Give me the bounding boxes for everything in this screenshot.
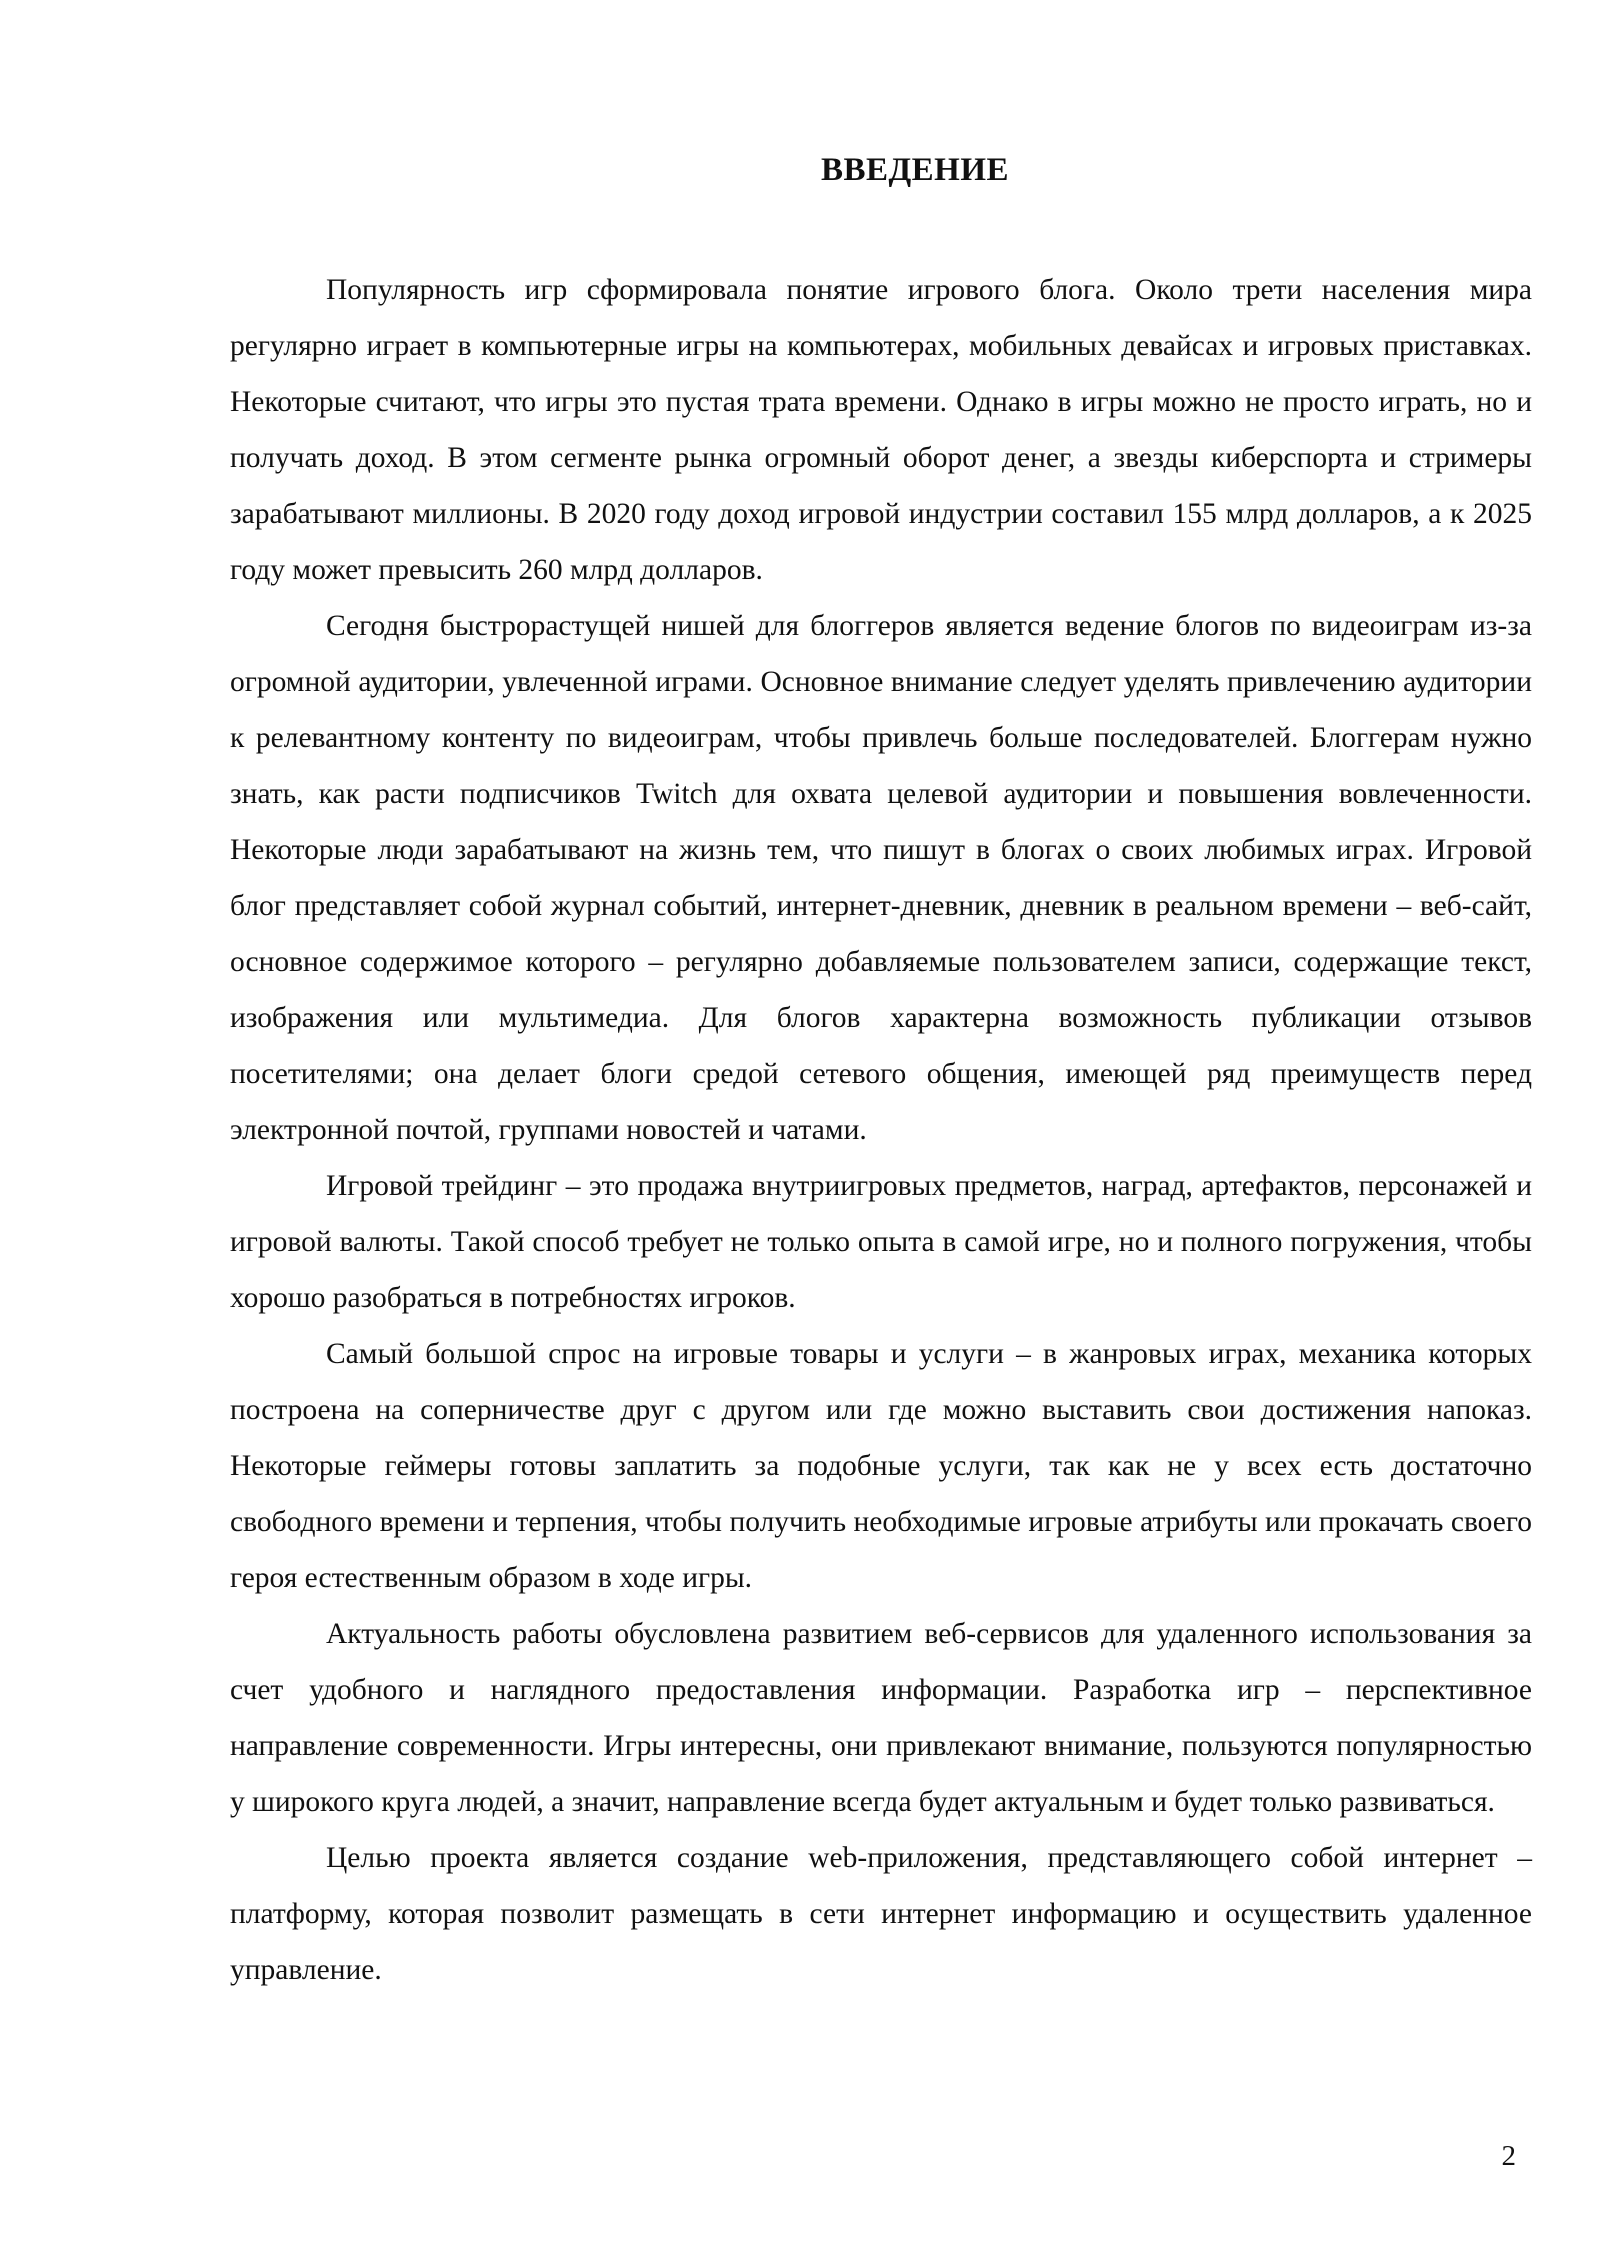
page-number: 2 <box>1501 2140 1516 2172</box>
paragraph-project-goal: Целью проекта является создание web-приложения, представляющего собой интернет – платформу, которая позволит размещать в сети интернет информацию и осуществить удаленное управление. <box>230 1842 1532 1986</box>
paragraph-popularity: Популярность игр сформировала понятие игрового блога. Около трети населения мира регулярно играет в компьютерные игры на компьютерах, мобильных девайсах и игровых приставках. Некоторые считают, что игры это пустая трата времени. Однако в игры можно не просто играть, но и получать доход. В этом сегменте рынка огромный оборот денег, а звезды киберспорта и стримеры зарабатывают миллионы. В 2020 году доход игровой индустрии составил 155 млрд долларов, а к 2025 году может превысить 260 млрд долларов. <box>230 274 1532 586</box>
paragraph-relevance: Актуальность работы обусловлена развитием веб-сервисов для удаленного использования за счет удобного и наглядного предоставления информации. Разработка игр – перспективное направление современности. Игры интересны, они привлекают внимание, пользуются популярностью у широкого круга людей, а значит, направление всегда будет актуальным и будет только развиваться. <box>230 1618 1532 1818</box>
paragraph-game-trading: Игровой трейдинг – это продажа внутриигровых предметов, наград, артефактов, персонажей и игровой валюты. Такой способ требует не только опыта в самой игре, но и полного погружения, чтобы хорошо разобраться в потребностях игроков. <box>230 1170 1532 1314</box>
body-text <box>230 262 1532 1998</box>
paragraph-demand: Самый большой спрос на игровые товары и услуги – в жанровых играх, механика которых построена на соперничестве друг с другом или где можно выставить свои достижения напоказ. Некоторые геймеры готовы заплатить за подобные услуги, так как не у всех есть достаточно свободного времени и терпения, чтобы получить необходимые игровые атрибуты или прокачать своего героя естественным образом в ходе игры. <box>230 1338 1532 1594</box>
section-heading: ВВЕДЕНИЕ <box>820 152 1010 188</box>
paragraph-blogging-niche: Сегодня быстрорастущей нишей для блоггеров является ведение блогов по видеоиграм из-за огромной аудитории, увлеченной играми. Основное внимание следует уделять привлечению аудитории к релевантному контенту по видеоиграм, чтобы привлечь больше последователей. Блоггерам нужно знать, как расти подписчиков Twitch для охвата целевой аудитории и повышения вовлеченности. Некоторые люди зарабатывают на жизнь тем, что пишут в блогах о своих любимых играх. Игровой блог представляет собой журнал событий, интернет-дневник, дневник в реальном времени – веб-сайт, основное содержимое которого – регулярно добавляемые пользователем записи, содержащие текст, изображения или мультимедиа. Для блогов характерна возможность публикации отзывов посетителями; она делает блоги средой сетевого общения, имеющей ряд преимуществ перед электронной почтой, группами новостей и чатами. <box>230 610 1532 1146</box>
